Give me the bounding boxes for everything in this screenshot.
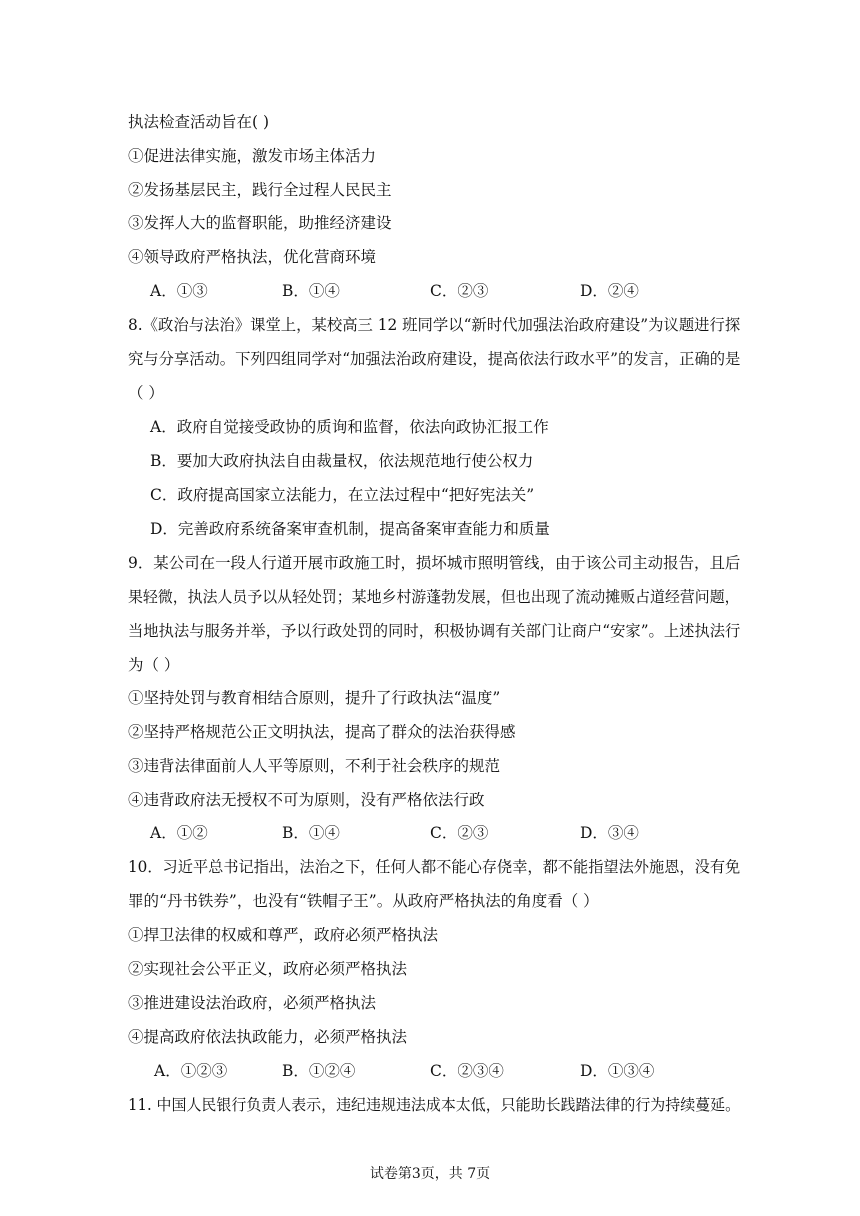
q9-stem-line-2: 果轻微，执法人员予以从轻处罚；某地乡村游蓬勃发展，但也出现了流动摊贩占道经营问题， <box>128 588 740 606</box>
q9-option-a: A．①② <box>150 824 208 842</box>
q9-option-c: C．②③ <box>430 824 489 842</box>
q7-options <box>150 281 740 301</box>
q8-stem-line-3: （ ） <box>128 384 164 402</box>
q7-option-d: D．②④ <box>580 282 639 300</box>
q9-item-2: ②坚持严格规范公正文明执法，提高了群众的法治获得感 <box>128 723 516 741</box>
q10-item-4: ④提高政府依法执政能力，必须严格执法 <box>128 1028 408 1046</box>
q9-stem-line-3: 当地执法与服务并举，予以行政处罚的同时，积极协调有关部门让商户“安家”。上述执法行 <box>128 622 741 640</box>
q7-item-2: ②发扬基层民主，践行全过程人民民主 <box>128 181 392 199</box>
q8-option-a: A．政府自觉接受政协的质询和监督，依法向政协汇报工作 <box>150 418 549 436</box>
q7-item-3: ③发挥人大的监督职能，助推经济建设 <box>128 214 392 232</box>
q9-option-b: B．①④ <box>282 824 340 842</box>
q9-item-4: ④违背政府法无授权不可为原则，没有严格依法行政 <box>128 791 485 809</box>
q8-option-c: C．政府提高国家立法能力，在立法过程中“把好宪法关” <box>150 486 535 504</box>
q7-item-1: ①促进法律实施，激发市场主体活力 <box>128 147 377 165</box>
q9-stem-line-4: 为（ ） <box>128 656 180 674</box>
q7-item-4: ④领导政府严格执法，优化营商环境 <box>128 248 377 266</box>
q8-option-b: B．要加大政府执法自由裁量权，依法规范地行使公权力 <box>150 452 534 470</box>
page-number-footer: 试卷第3页，共 7页 <box>369 1166 491 1182</box>
q7-stem: 执法检查活动旨在( ) <box>128 113 270 131</box>
q10-stem-line-2: 罪的“丹书铁券”，也没有“铁帽子王”。从政府严格执法的角度看（ ） <box>128 892 599 910</box>
q10-stem-line-1: 10．习近平总书记指出，法治之下，任何人都不能心存侥幸，都不能指望法外施恩，没有免 <box>128 858 741 876</box>
q9-option-d: D．③④ <box>580 824 639 842</box>
q7-option-b: B．①④ <box>282 282 340 300</box>
q10-option-d: D．①③④ <box>580 1062 655 1080</box>
q10-item-1: ①捍卫法律的权威和尊严，政府必须严格执法 <box>128 926 439 944</box>
q8-stem-line-2: 究与分享活动。下列四组同学对“加强法治政府建设，提高依法行政水平”的发言，正确的是 <box>128 350 741 368</box>
q9-stem-line-1: 9．某公司在一段人行道开展市政施工时，损坏城市照明管线，由于该公司主动报告，且后 <box>128 554 741 572</box>
q10-option-c: C．②③④ <box>430 1062 504 1080</box>
q9-item-3: ③违背法律面前人人平等原则，不利于社会秩序的规范 <box>128 757 501 775</box>
q9-item-1: ①坚持处罚与教育相结合原则，提升了行政执法“温度” <box>128 689 501 707</box>
q10-item-3: ③推进建设法治政府，必须严格执法 <box>128 994 377 1012</box>
q9-options <box>150 823 740 843</box>
q8-stem-line-1: 8.《政治与法治》课堂上，某校高三 12 班同学以“新时代加强法治政府建设”为议题进行探 <box>128 316 741 334</box>
q7-option-c: C．②③ <box>430 282 489 300</box>
q10-option-b: B．①②④ <box>282 1062 356 1080</box>
q10-option-a: A．①②③ <box>154 1062 228 1080</box>
q8-option-d: D．完善政府系统备案审查机制，提高备案审查能力和质量 <box>150 520 550 538</box>
q7-option-a: A．①③ <box>150 282 208 300</box>
q10-item-2: ②实现社会公平正义，政府必须严格执法 <box>128 960 408 978</box>
q11-stem-line-1: 11. 中国人民银行负责人表示，违纪违规违法成本太低，只能助长践踏法律的行为持续蔓延。 <box>128 1096 741 1114</box>
q10-options <box>150 1061 740 1081</box>
